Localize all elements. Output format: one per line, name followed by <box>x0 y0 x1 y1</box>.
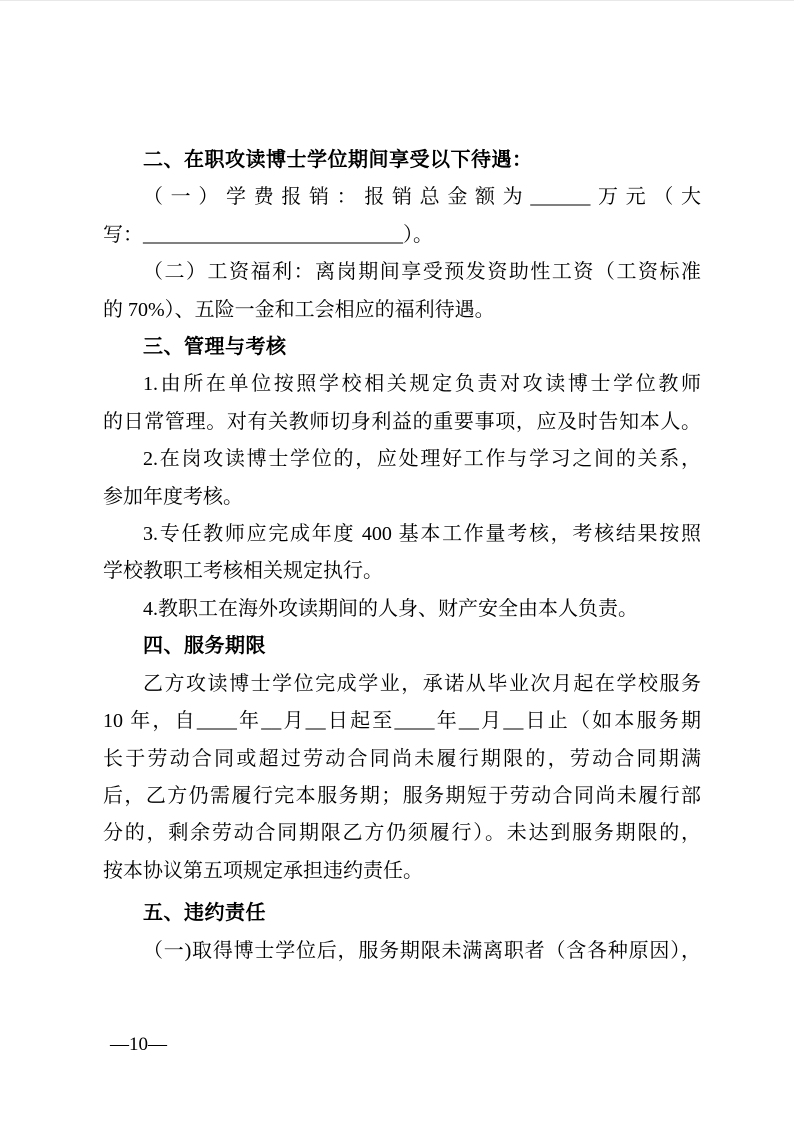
heading-management: 三、管理与考核 <box>143 336 287 359</box>
para-management2-line2: 参加年度考核。 <box>103 485 243 508</box>
para-service-line1: 乙方攻读博士学位完成学业，承诺从毕业次月起在学校服务 <box>143 672 701 695</box>
heading-benefits: 二、在职攻读博士学位期间享受以下待遇： <box>143 149 533 171</box>
para-management1-line2: 的日常管理。对有关教师切身利益的重要事项，应及时告知本人。 <box>103 410 701 433</box>
para-service-line4: 后，乙方仍需履行完本服务期；服务期短于劳动合同尚未履行部 <box>103 784 701 807</box>
para-service-line5: 分的，剩余劳动合同期限乙方仍须履行）。未达到服务期限的， <box>103 822 701 845</box>
para-management3-line1: 3.专任教师应完成年度 400 基本工作量考核，考核结果按照 <box>143 523 701 546</box>
para-salary-line2: 的 70%）、五险一金和工会相应的福利待遇。 <box>103 298 495 321</box>
para-management3-line2: 学校教职工考核相关规定执行。 <box>103 560 383 583</box>
para-service-line2: 10 年，自____年__月__日起至____年__月__日止（如本服务期 <box>103 710 701 733</box>
para-tuition-line1: （一）学费报销：报销总金额为______万元（大 <box>143 186 701 209</box>
para-management4: 4.教职工在海外攻读期间的人身、财产安全由本人负责。 <box>143 597 638 620</box>
para-tuition-line2: 写：__________________________）。 <box>103 223 433 246</box>
para-salary-line1: （二）工资福利：离岗期间享受预发资助性工资（工资标准 <box>143 261 701 284</box>
heading-breach: 五、违约责任 <box>143 902 266 925</box>
document-body <box>103 142 701 970</box>
para-management2-line1: 2.在岗攻读博士学位的，应处理好工作与学习之间的关系， <box>143 448 701 471</box>
para-service-line6: 按本协议第五项规定承担违约责任。 <box>103 859 423 882</box>
page-number: —10— <box>110 1034 167 1055</box>
heading-service-period: 四、服务期限 <box>143 635 266 658</box>
para-management1-line1: 1.由所在单位按照学校相关规定负责对攻读博士学位教师 <box>143 373 701 396</box>
para-breach-line1: （一)取得博士学位后，服务期限未满离职者（含各种原因）， <box>143 939 701 962</box>
para-service-line3: 长于劳动合同或超过劳动合同尚未履行期限的，劳动合同期满 <box>103 747 701 770</box>
